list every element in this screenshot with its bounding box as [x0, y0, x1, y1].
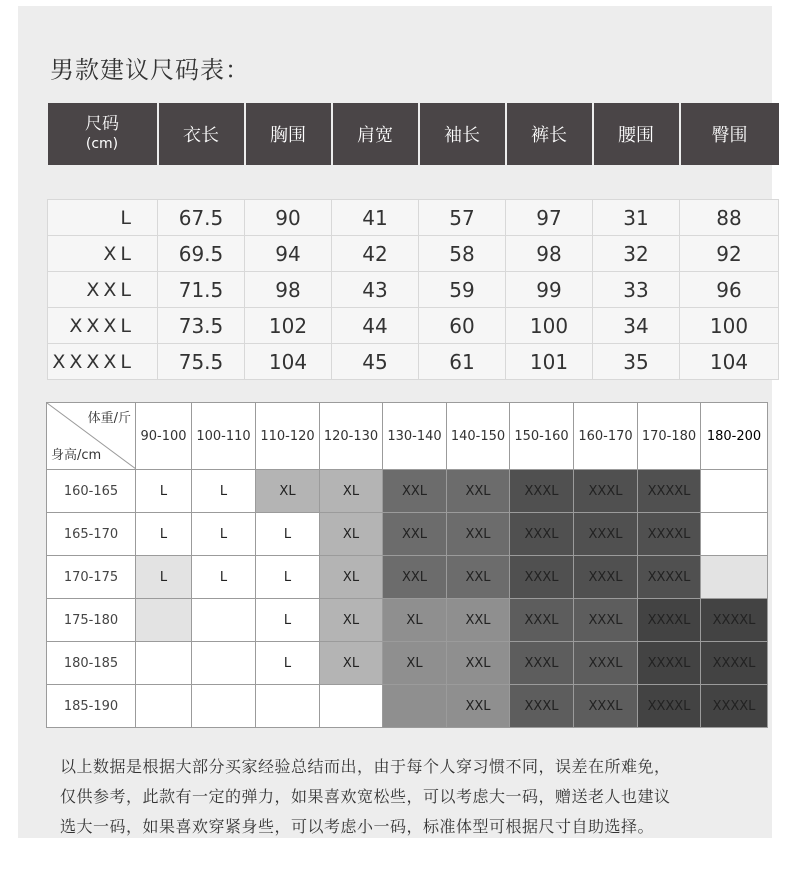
measurement-cell: 43 [332, 272, 419, 308]
measurement-cell: 31 [593, 200, 680, 236]
size-recommendation-cell [701, 513, 768, 556]
size-recommendation-cell: L [256, 556, 320, 599]
measurement-cell: 100 [506, 308, 593, 344]
measurement-cell: 99 [506, 272, 593, 308]
size-recommendation-cell: XXXL [510, 513, 574, 556]
size-recommendation-cell [136, 642, 192, 685]
table-row [47, 470, 768, 513]
size-recommendation-cell: XL [320, 556, 383, 599]
size-table-header [48, 103, 779, 165]
weight-axis-label: 体重/斤 [87, 411, 131, 426]
measurement-cell: 104 [245, 344, 332, 380]
measurement-cell: 73.5 [158, 308, 245, 344]
table-row [48, 308, 779, 344]
note-line: 选大一码，如果喜欢穿紧身些，可以考虑小一码，标准体型可根据尺寸自助选择。 [60, 817, 655, 836]
size-recommendation-cell: XXXXL [638, 513, 701, 556]
table-row [47, 685, 768, 728]
size-recommendation-cell: XXXXL [638, 685, 701, 728]
measurement-cell: 98 [506, 236, 593, 272]
measurement-cell: 45 [332, 344, 419, 380]
size-label: XL [48, 236, 158, 272]
size-recommendation-cell: XXXXL [701, 642, 768, 685]
size-recommendation-cell: XXXXL [701, 685, 768, 728]
size-recommendation-cell: L [192, 470, 256, 513]
weight-range-header: 90-100 [136, 403, 192, 470]
size-recommendation-cell: XXL [383, 556, 447, 599]
size-recommendation-cell: XXXL [510, 470, 574, 513]
table-row [48, 236, 779, 272]
measurement-cell: 32 [593, 236, 680, 272]
size-measurement-table [47, 103, 779, 380]
height-range-label: 180-185 [47, 642, 136, 685]
measurement-cell: 94 [245, 236, 332, 272]
size-recommendation-cell [136, 685, 192, 728]
column-header: 肩宽 [332, 103, 419, 165]
size-recommendation-cell: XXL [447, 470, 510, 513]
measurement-cell: 102 [245, 308, 332, 344]
measurement-cell: 58 [419, 236, 506, 272]
column-header: 裤长 [506, 103, 593, 165]
size-header-unit: (cm) [85, 136, 119, 152]
measurement-cell: 98 [245, 272, 332, 308]
size-recommendation-cell [701, 470, 768, 513]
disclaimer-note [60, 752, 760, 842]
size-recommendation-cell: XXL [383, 513, 447, 556]
column-header: 胸围 [245, 103, 332, 165]
measurement-cell: 61 [419, 344, 506, 380]
size-recommendation-cell: XXXXL [638, 556, 701, 599]
measurement-cell: 41 [332, 200, 419, 236]
measurement-cell: 57 [419, 200, 506, 236]
measurement-cell: 42 [332, 236, 419, 272]
measurement-cell: 44 [332, 308, 419, 344]
size-label: XXXXL [48, 344, 158, 380]
height-range-label: 170-175 [47, 556, 136, 599]
column-header: 衣长 [158, 103, 245, 165]
size-recommendation-cell: XL [320, 599, 383, 642]
size-recommendation-cell: XL [320, 470, 383, 513]
table-row [47, 556, 768, 599]
size-recommendation-cell [256, 685, 320, 728]
size-recommendation-cell: L [256, 642, 320, 685]
weight-range-header: 180-200 [701, 403, 768, 470]
size-recommendation-cell: XL [320, 513, 383, 556]
size-label: XXXL [48, 308, 158, 344]
weight-range-header: 140-150 [447, 403, 510, 470]
column-header: 臀围 [680, 103, 779, 165]
weight-range-header: 110-120 [256, 403, 320, 470]
size-recommendation-cell: XXL [447, 685, 510, 728]
size-recommendation-cell [320, 685, 383, 728]
table-row [47, 642, 768, 685]
size-recommendation-cell: L [136, 513, 192, 556]
height-axis-label: 身高/cm [51, 448, 102, 463]
size-recommendation-cell: L [256, 513, 320, 556]
note-line: 仅供参考，此款有一定的弹力，如果喜欢宽松些，可以考虑大一码，赠送老人也建议 [60, 787, 671, 806]
weight-range-header: 160-170 [574, 403, 638, 470]
size-recommendation-cell: XXXL [510, 556, 574, 599]
size-recommendation-cell [383, 685, 447, 728]
size-recommendation-cell: XXL [447, 599, 510, 642]
measurement-cell: 92 [680, 236, 779, 272]
table-row [47, 599, 768, 642]
column-header: 腰围 [593, 103, 680, 165]
size-recommendation-cell: XXXL [510, 642, 574, 685]
measurement-cell: 100 [680, 308, 779, 344]
measurement-cell: 75.5 [158, 344, 245, 380]
height-range-label: 185-190 [47, 685, 136, 728]
note-line: 以上数据是根据大部分买家经验总结而出，由于每个人穿习惯不同，误差在所难免， [60, 757, 671, 776]
size-recommendation-cell: L [136, 556, 192, 599]
size-label: XXL [48, 272, 158, 308]
measurement-cell: 88 [680, 200, 779, 236]
size-recommendation-cell: XXXL [510, 685, 574, 728]
measurement-cell: 96 [680, 272, 779, 308]
size-recommendation-cell: XXXL [574, 556, 638, 599]
size-recommendation-cell: L [192, 513, 256, 556]
size-recommendation-cell: XXXL [510, 599, 574, 642]
measurement-cell: 60 [419, 308, 506, 344]
measurement-cell: 71.5 [158, 272, 245, 308]
measurement-cell: 90 [245, 200, 332, 236]
table-row [48, 200, 779, 236]
size-recommendation-cell: XXXL [574, 685, 638, 728]
page-title: 男款建议尺码表： [50, 56, 250, 84]
weight-range-header: 150-160 [510, 403, 574, 470]
measurement-cell: 33 [593, 272, 680, 308]
weight-range-header: 130-140 [383, 403, 447, 470]
size-recommendation-cell: XXL [447, 642, 510, 685]
size-recommendation-cell: XXL [383, 470, 447, 513]
table-row [47, 513, 768, 556]
size-recommendation-cell: XXXXL [638, 642, 701, 685]
measurement-cell: 69.5 [158, 236, 245, 272]
size-recommendation-cell: XXXL [574, 599, 638, 642]
size-recommendation-cell: XXXXL [638, 470, 701, 513]
size-recommendation-cell [701, 556, 768, 599]
height-range-label: 165-170 [47, 513, 136, 556]
size-column-header [48, 103, 158, 165]
size-recommendation-cell [192, 599, 256, 642]
weight-range-header: 100-110 [192, 403, 256, 470]
measurement-cell: 34 [593, 308, 680, 344]
table-row [48, 344, 779, 380]
measurement-cell: 35 [593, 344, 680, 380]
size-header-label: 尺码 [85, 114, 119, 134]
grid-corner [47, 403, 136, 470]
size-recommendation-cell [136, 599, 192, 642]
size-recommendation-cell: XXL [447, 556, 510, 599]
size-recommendation-cell: XL [383, 599, 447, 642]
table-spacer [48, 165, 779, 200]
size-recommendation-cell: L [136, 470, 192, 513]
measurement-cell: 67.5 [158, 200, 245, 236]
measurement-cell: 97 [506, 200, 593, 236]
size-recommendation-cell: L [256, 599, 320, 642]
size-recommendation-cell: XXXL [574, 642, 638, 685]
column-header: 袖长 [419, 103, 506, 165]
height-range-label: 175-180 [47, 599, 136, 642]
size-recommendation-cell: XXL [447, 513, 510, 556]
weight-range-header: 170-180 [638, 403, 701, 470]
size-recommendation-cell [192, 642, 256, 685]
size-recommendation-cell: XL [383, 642, 447, 685]
size-recommendation-cell [192, 685, 256, 728]
weight-range-header: 120-130 [320, 403, 383, 470]
size-recommendation-cell: XL [320, 642, 383, 685]
size-recommendation-cell: L [192, 556, 256, 599]
size-recommendation-cell: XXXL [574, 513, 638, 556]
weight-height-size-grid [46, 402, 768, 728]
size-label: L [48, 200, 158, 236]
size-recommendation-cell: XXXL [574, 470, 638, 513]
measurement-cell: 104 [680, 344, 779, 380]
size-recommendation-cell: XXXXL [638, 599, 701, 642]
measurement-cell: 59 [419, 272, 506, 308]
height-range-label: 160-165 [47, 470, 136, 513]
table-row [48, 272, 779, 308]
weight-header-row [47, 403, 768, 470]
size-recommendation-cell: XL [256, 470, 320, 513]
size-recommendation-cell: XXXXL [701, 599, 768, 642]
measurement-cell: 101 [506, 344, 593, 380]
